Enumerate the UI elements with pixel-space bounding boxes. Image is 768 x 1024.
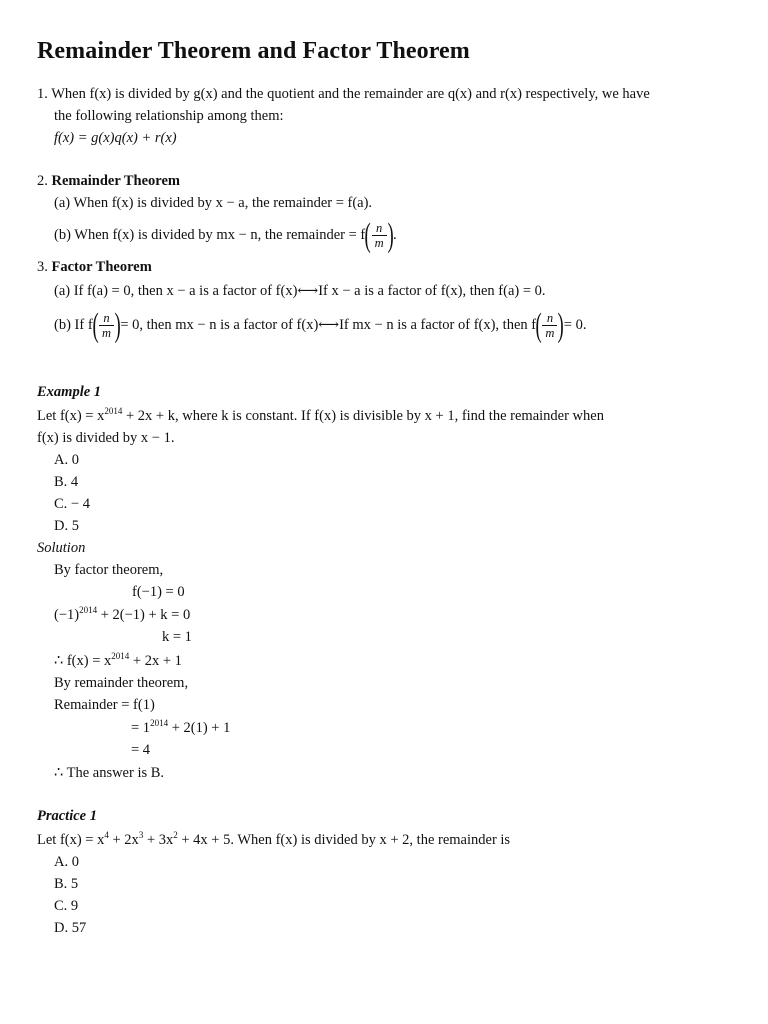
text: + 2x + 1 xyxy=(129,653,182,669)
text: Let f(x) = x xyxy=(37,832,105,848)
text: Let f(x) = x xyxy=(37,408,105,424)
fraction-denominator: m xyxy=(101,326,112,341)
exponent: 2 xyxy=(173,830,178,840)
factor-theorem-heading xyxy=(37,257,152,277)
exponent: 2014 xyxy=(79,605,98,615)
fraction-numerator: n xyxy=(372,221,387,236)
rt-b-prefix: (b) When f(x) is divided by mx − n, the remainder = f xyxy=(54,227,366,243)
ft-b-suffix: = 0. xyxy=(563,317,587,333)
page-title: Remainder Theorem and Factor Theorem xyxy=(37,38,470,64)
heading-number: 2. xyxy=(37,173,48,189)
text: (−1) xyxy=(54,607,80,623)
heading-text: Remainder Theorem xyxy=(51,173,180,189)
ft-b-mid: = 0, then mx − n is a factor of f(x)⟷If mx − n is a factor of f(x), then f xyxy=(120,317,537,333)
practice-option-c: C. 9 xyxy=(54,898,79,914)
exponent: 2014 xyxy=(150,718,169,728)
solution-step-7: Remainder = f(1) xyxy=(54,697,155,713)
ft-b-prefix: (b) If f xyxy=(54,317,93,333)
fraction-n-over-m xyxy=(372,221,387,250)
fraction-numerator: n xyxy=(99,311,114,326)
solution-step-3 xyxy=(54,605,190,625)
solution-step-6: By remainder theorem, xyxy=(54,675,189,691)
heading-text: Factor Theorem xyxy=(51,259,152,275)
solution-conclusion: ∴ The answer is B. xyxy=(54,765,165,781)
option-c: C. − 4 xyxy=(54,496,90,512)
text: + 3x xyxy=(143,832,174,848)
fraction-denominator: m xyxy=(374,236,384,251)
fraction-numerator: n xyxy=(542,311,557,326)
option-a: A. 0 xyxy=(54,452,79,468)
exponent: 2014 xyxy=(111,651,130,661)
practice-1-question xyxy=(37,830,510,850)
fraction-n-over-m xyxy=(99,311,114,340)
practice-option-b: B. 5 xyxy=(54,876,79,892)
fraction-denominator: m xyxy=(545,326,555,341)
option-b: B. 4 xyxy=(54,474,79,490)
practice-option-a: A. 0 xyxy=(54,854,79,870)
intro-line-1: 1. When f(x) is divided by g(x) and the quotient and the remainder are q(x) and r(x) respectively, we have xyxy=(37,86,650,102)
text: + 2x xyxy=(108,832,139,848)
right-paren: ) xyxy=(114,306,121,344)
exponent: 3 xyxy=(138,830,144,840)
intro-line-2: the following relationship among them: xyxy=(54,108,284,124)
solution-step-8 xyxy=(131,718,230,738)
left-paren: ( xyxy=(364,216,372,254)
left-paren: ( xyxy=(92,306,99,344)
example-1-question-line-1 xyxy=(37,406,604,426)
option-d: D. 5 xyxy=(54,518,79,534)
fraction-n-over-m xyxy=(542,311,557,340)
exponent: 4 xyxy=(104,830,109,840)
text: = 1 xyxy=(131,720,151,736)
practice-1-heading: Practice 1 xyxy=(37,808,97,824)
left-paren: ( xyxy=(535,306,542,344)
example-1-heading: Example 1 xyxy=(37,384,102,400)
rt-b-suffix: . xyxy=(392,227,397,243)
exponent: 2014 xyxy=(104,406,123,416)
solution-step-5 xyxy=(54,651,182,671)
remainder-theorem-a: (a) When f(x) is divided by x − a, the remainder = f(a). xyxy=(54,195,373,211)
text: + 4x + 5. When f(x) is divided by x + 2, the remainder is xyxy=(177,832,511,848)
text: + 2x + k, where k is constant. If f(x) is divisible by x + 1, find the remainder when xyxy=(122,408,604,424)
solution-step-1: By factor theorem, xyxy=(54,562,164,578)
text: + 2(−1) + k = 0 xyxy=(97,607,191,623)
factor-theorem-b xyxy=(54,305,586,345)
solution-label: Solution xyxy=(37,540,86,556)
solution-step-9: = 4 xyxy=(131,742,151,758)
solution-step-2: f(−1) = 0 xyxy=(132,584,185,600)
heading-number: 3. xyxy=(37,259,48,275)
solution-step-4: k = 1 xyxy=(162,629,192,645)
practice-option-d: D. 57 xyxy=(54,920,87,936)
text: ∴ f(x) = x xyxy=(54,653,112,669)
remainder-theorem-b xyxy=(54,215,397,255)
right-paren: ) xyxy=(558,306,565,344)
intro-equation: f(x) = g(x)q(x) + r(x) xyxy=(54,130,177,146)
remainder-theorem-heading xyxy=(37,171,180,191)
text: + 2(1) + 1 xyxy=(168,720,231,736)
right-paren: ) xyxy=(387,216,394,254)
factor-theorem-a: (a) If f(a) = 0, then x − a is a factor of f(x)⟷If x − a is a factor of f(x), then f(a) = 0. xyxy=(54,283,546,299)
example-1-question-line-2: f(x) is divided by x − 1. xyxy=(37,430,175,446)
